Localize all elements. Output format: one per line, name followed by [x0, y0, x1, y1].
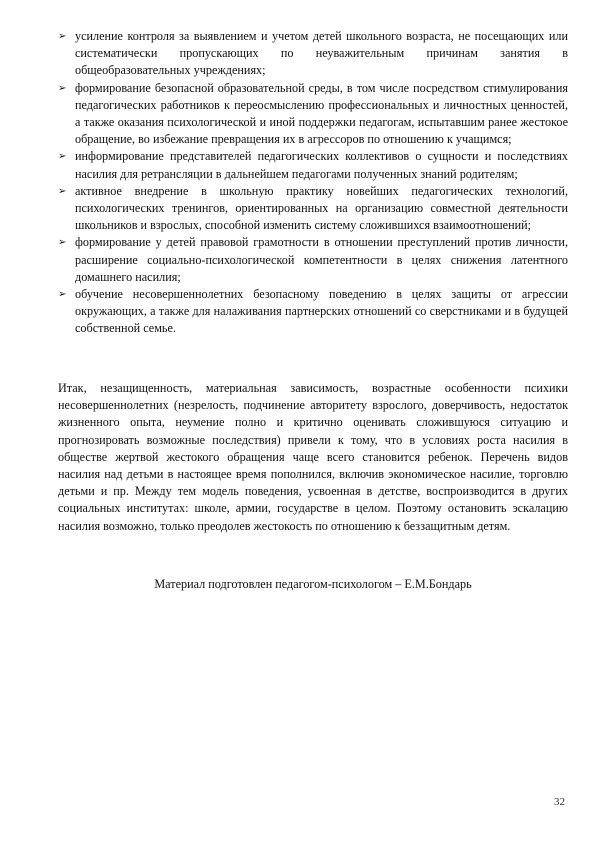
list-item-text: информирование представителей педагогических коллективов о сущности и последствиях насилия для ретрансляции в дальнейшем педагогами полученных знаний родителям; — [75, 149, 568, 181]
list-item-text: формирование у детей правовой грамотности в отношении преступлений против личности, расширение социально-психологической компетентности в целях снижения латентного домашнего насилия; — [75, 235, 568, 284]
arrow-bullet-icon: ➢ — [58, 289, 67, 301]
arrow-bullet-icon: ➢ — [58, 185, 67, 197]
list-item-text: формирование безопасной образовательной среды, в том числе посредством стимулирования педагогических работников к переосмыслению профессиональных и личностных ценностей, а также оказания психологической и иной поддержки педагогам, испытавшим ранее жестокое обращение, во избежание превращения их в агрессоров по отношению к учащимся; — [75, 80, 568, 147]
arrow-bullet-icon: ➢ — [58, 31, 67, 42]
list-item-text: активное внедрение в школьную практику новейших педагогических технологий, психологических тренингов, ориентированных на организацию совместной деятельности школьников и взрослых, способной изменить систему сложившихся взаимоотношений; — [75, 183, 568, 233]
recommendation-list — [58, 28, 568, 338]
list-item — [58, 28, 568, 80]
summary-paragraph: Итак, незащищенность, материальная зависимость, возрастные особенности психики несовершеннолетних (незрелость, подчинение авторитету взрослого, доверчивость, недостаток жизненного опыта, неумение полно и критично оценивать сложившуюся ситуацию и прогнозировать возможные последствия) привели к тому, что в условиях роста насилия в обществе жертвой жестокого обращения чаще всего становится ребенок. Перечень видов насилия над детьми в настоящее время пополнился, включив экономическое насилие, торговлю детьми и пр. Между тем модель поведения, усвоенная в детстве, воспроизводится в других социальных институтах: школе, армии, государстве в целом. Поэтому остановить эскалацию насилия возможно, только преодолев жестокость по отношению к беззащитным детям. — [58, 381, 568, 533]
list-item — [58, 183, 568, 235]
list-item — [58, 80, 568, 149]
list-item — [58, 148, 568, 182]
list-item — [58, 286, 568, 338]
list-item-text: обучение несовершеннолетних безопасному поведению в целях защиты от агрессии окружающих, а также для налаживания партнерских отношений со сверстниками и в будущей собственной семье. — [75, 287, 568, 336]
arrow-bullet-icon: ➢ — [58, 151, 67, 163]
list-item-text: усиление контроля за выявлением и учетом детей школьного возраста, не посещающих или систематически пропускающих по неуважительным причинам занятия в общеобразовательных учреждениях; — [75, 29, 568, 78]
author-signature: Материал подготовлен педагогом-психологом – Е.М.Бондарь — [154, 577, 472, 591]
arrow-bullet-icon: ➢ — [58, 82, 67, 94]
page-number: 32 — [554, 796, 565, 808]
arrow-bullet-icon: ➢ — [58, 237, 67, 249]
list-item — [58, 234, 568, 286]
